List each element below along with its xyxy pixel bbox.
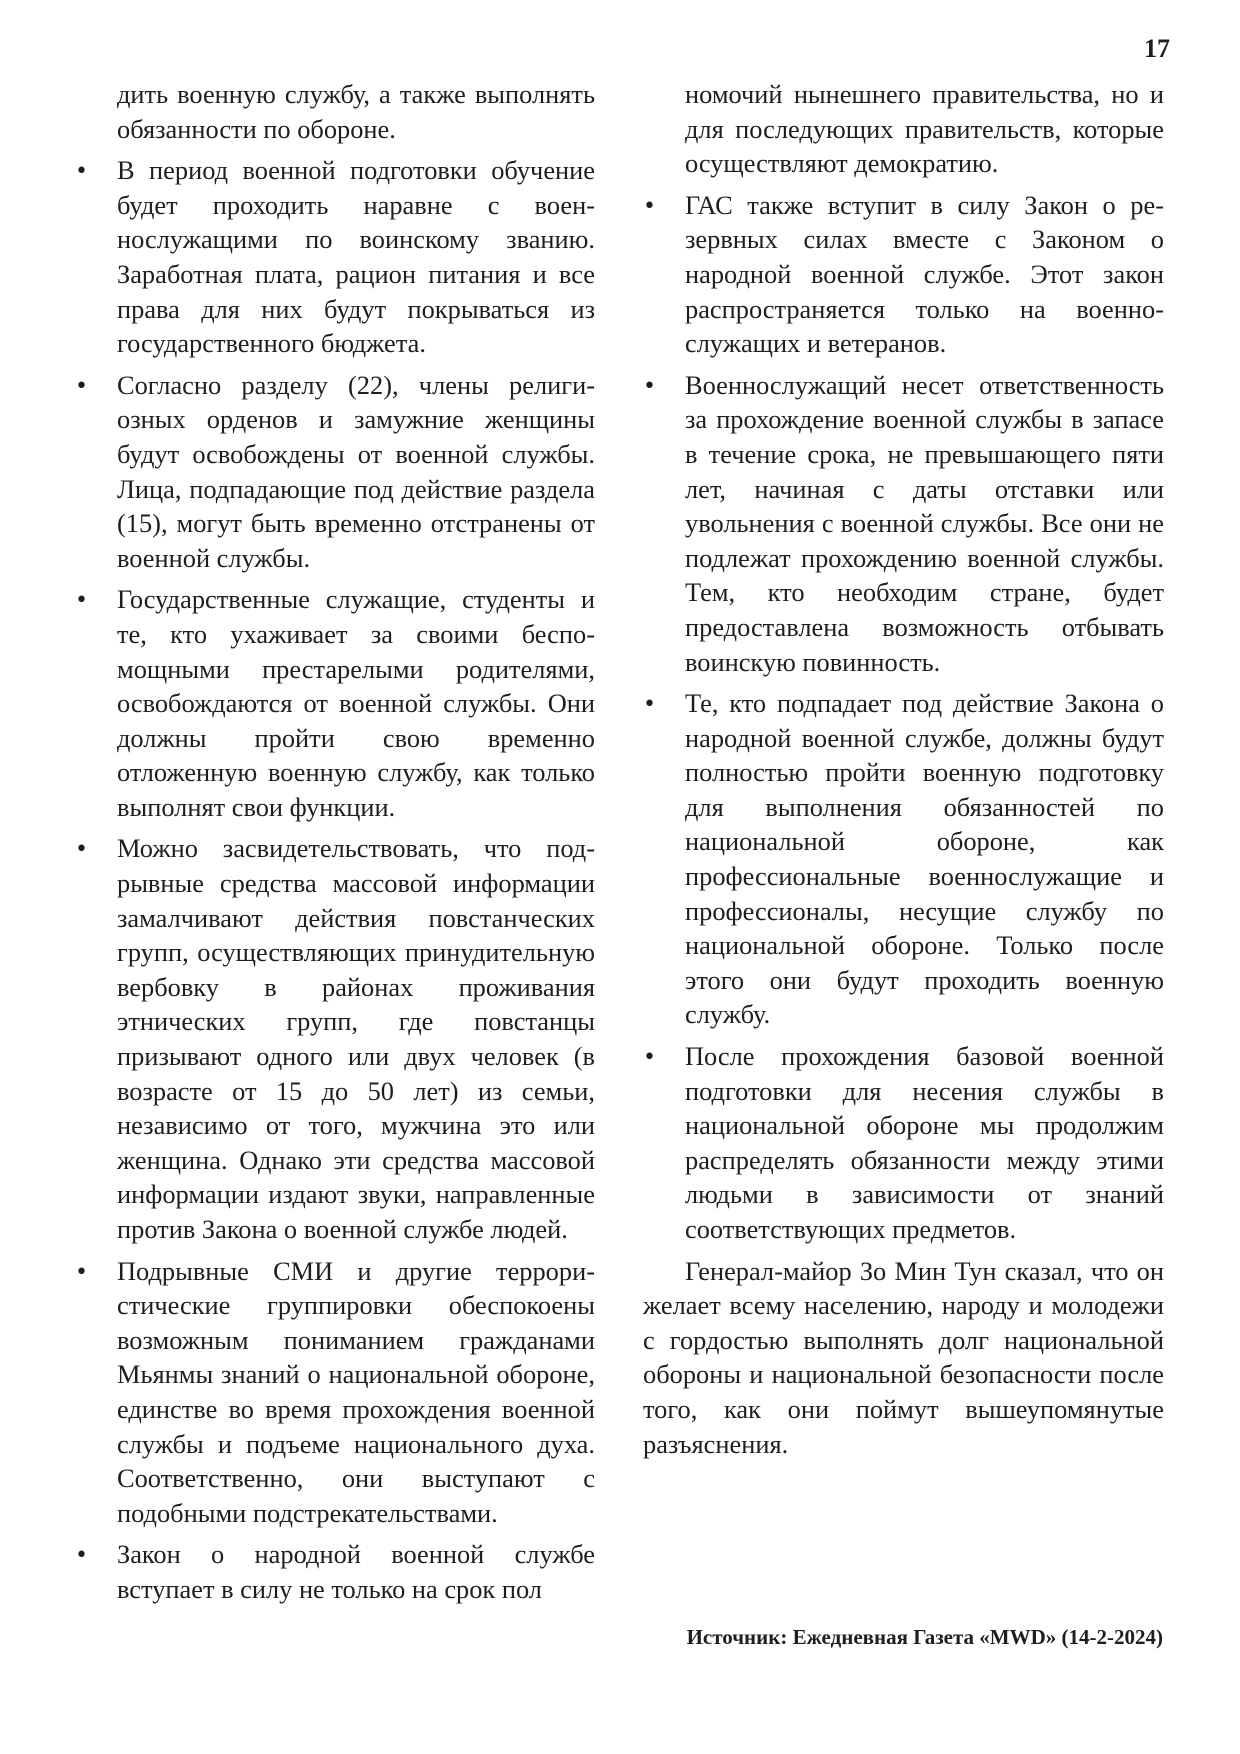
source-citation: Источник: Ежедневная Газета «MWD» (14-2-2024) (686, 1625, 1163, 1649)
right-lead-paragraph: номочий нынешнего правительства, но и для последующих правительств, которые осуществляют демократию. (685, 79, 1164, 179)
left-lead-paragraph: дить военную службу, а также выполнять обязанности по обороне. (117, 79, 595, 144)
right-bullet-list (643, 188, 1164, 1247)
list-item: • Подрывные СМИ и другие террористические группировки обеспокоены возможным пониманием гражданами Мьянмы знаний о национальной обороне, единстве во время прохождения военной службы и подъеме национального духа. Соответственно, они выступают с подобными подстрекательствами. (75, 1254, 595, 1531)
list-item: • Военнослужащий несет ответственность за прохождение военной службы в запасе в течение срока, не превышающего пяти лет, начиная с даты отставки или увольнения с военной службы. Все они не подлежат прохождению военной службы. Тем, кто необходим стране, будет предоставлена возможность отбывать воинскую повинность. (643, 368, 1164, 679)
page-number: 17 (1144, 34, 1170, 63)
list-item: • Согласно разделу (22), члены религиозных орденов и замужние женщины будут освобождены от военной службы. Лица, подпадающие под действие раздела (15), могут быть временно отстранены от военной службы. (75, 368, 595, 576)
list-item: • После прохождения базовой военной подготовки для несения службы в национальной обороне мы продолжим распределять обязанности между этими людьми в зависимости от знаний соответствующих предметов. (643, 1039, 1164, 1247)
list-item: • Можно засвидетельствовать, что подрывные средства массовой информации замалчивают действия повстанческих групп, осуществляющих принудительную вербовку в районах проживания этнических групп, где повстанцы призывают одного или двух человек (в возрасте от 15 до 50 лет) из семьи, независимо от того, мужчина это или женщина. Однако эти средства массовой информации издают звуки, направленные против Закона о военной службе людей. (75, 831, 595, 1246)
list-item: • В период военной подготовки обучение будет проходить наравне с военнослужащими по воинскому званию. Заработная плата, рацион питания и все права для них будут покрываться из государственного бюджета. (75, 153, 595, 361)
list-item: • Те, кто подпадает под действие Закона о народной военной службе, должны будут полностью пройти военную подготовку для выполнения обязанностей по национальной обороне, как профессиональные военнослужащие и профессионалы, несущие службу по национальной обороне. Только после этого они будут проходить военную службу. (643, 686, 1164, 1032)
list-item: • Закон о народной военной службе вступает в силу не только на срок пол (75, 1537, 595, 1606)
left-column (75, 77, 595, 1614)
closing-paragraph: Генерал-майор Зо Мин Тун сказал, что он желает всему населению, народу и молодежи с гордостью выполнять долг национальной обороны и национальной безопасности после того, как они поймут вышеупомянутые разъяснения. (643, 1255, 1164, 1459)
list-item: • ГАС также вступит в силу Закон о резервных силах вместе с Законом о народной военной службе. Этот закон распространяется только на военнослужащих и ветеранов. (643, 188, 1164, 361)
list-item: • Государственные служащие, студенты и те, кто ухаживает за своими беспомощными престарелыми родителями, освобождаются от военной службы. Они должны пройти свою временно отложенную военную службу, как только выполнят свои функции. (75, 582, 595, 824)
left-bullet-list (75, 153, 595, 1606)
right-column (643, 77, 1164, 1461)
